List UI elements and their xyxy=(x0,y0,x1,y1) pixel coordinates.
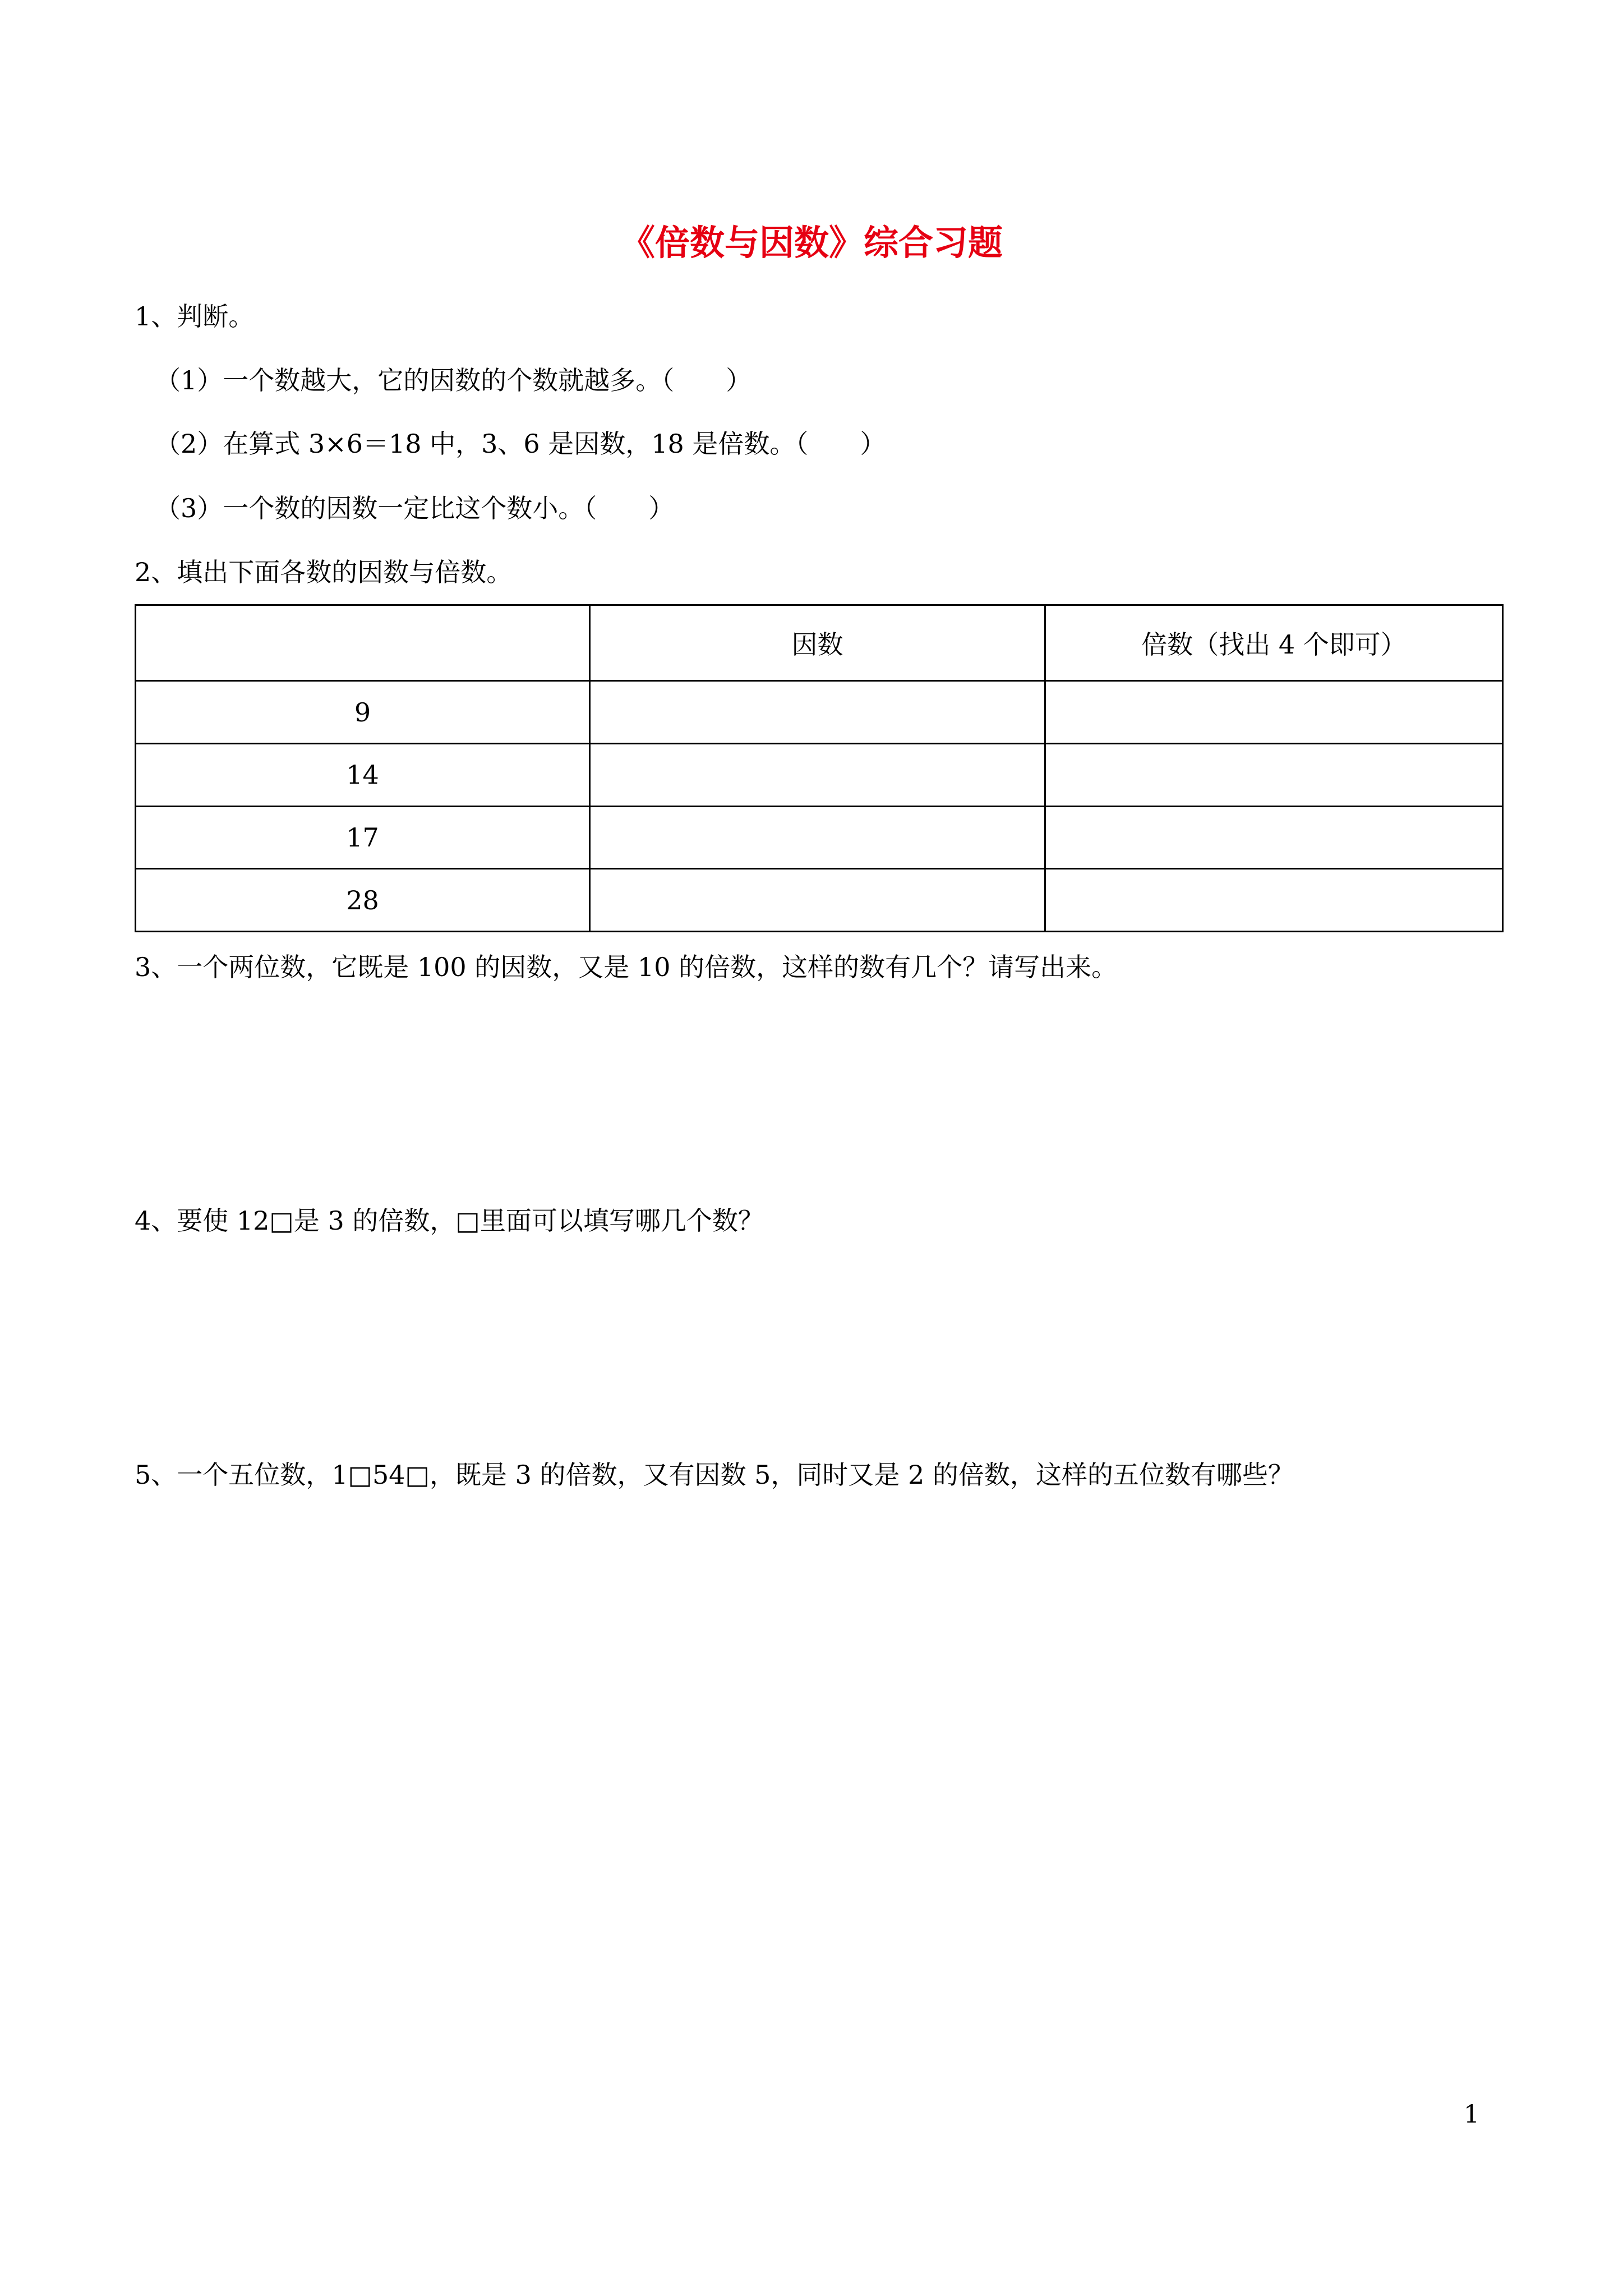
table-multiple-cell xyxy=(1045,806,1503,869)
table-number-cell: 28 xyxy=(136,869,590,932)
table-factor-cell xyxy=(590,743,1045,806)
table-row xyxy=(136,743,1503,806)
question-2-heading: 2、填出下面各数的因数与倍数。 xyxy=(135,557,513,587)
page-title: 《倍数与因数》综合习题 xyxy=(620,222,1003,263)
table-row xyxy=(136,806,1503,869)
table-header-cell: 倍数（找出 4 个即可） xyxy=(1045,605,1503,681)
question-3: 3、一个两位数，它既是 100 的因数，又是 10 的倍数，这样的数有几个？请写出来。 xyxy=(135,952,1118,982)
table-row xyxy=(136,869,1503,932)
question-1-item-2: （2）在算式 3×6＝18 中，3、6 是因数，18 是倍数。（ ） xyxy=(155,429,886,459)
table-multiple-cell xyxy=(1045,743,1503,806)
table-multiple-cell xyxy=(1045,869,1503,932)
factor-multiple-table xyxy=(135,604,1504,932)
table-number-cell: 14 xyxy=(136,743,590,806)
question-4: 4、要使 12□是 3 的倍数，□里面可以填写哪几个数？ xyxy=(135,1205,764,1236)
table-multiple-cell xyxy=(1045,681,1503,744)
question-1-heading: 1、判断。 xyxy=(135,301,255,332)
question-1-item-3: （3）一个数的因数一定比这个数小。（ ） xyxy=(155,493,675,523)
table-factor-cell xyxy=(590,806,1045,869)
table-number-cell: 17 xyxy=(136,806,590,869)
table-factor-cell xyxy=(590,681,1045,744)
question-1-item-1: （1）一个数越大，它的因数的个数就越多。（ ） xyxy=(155,365,752,395)
page-number: 1 xyxy=(1464,2100,1479,2129)
table-row xyxy=(136,681,1503,744)
table-number-cell: 9 xyxy=(136,681,590,744)
table-factor-cell xyxy=(590,869,1045,932)
table-header-row xyxy=(136,605,1503,681)
question-5: 5、一个五位数，1□54□，既是 3 的倍数，又有因数 5，同时又是 2 的倍数，这样的五位数有哪些？ xyxy=(135,1460,1294,1490)
table-header-cell: 因数 xyxy=(590,605,1045,681)
table-header-cell xyxy=(136,605,590,681)
